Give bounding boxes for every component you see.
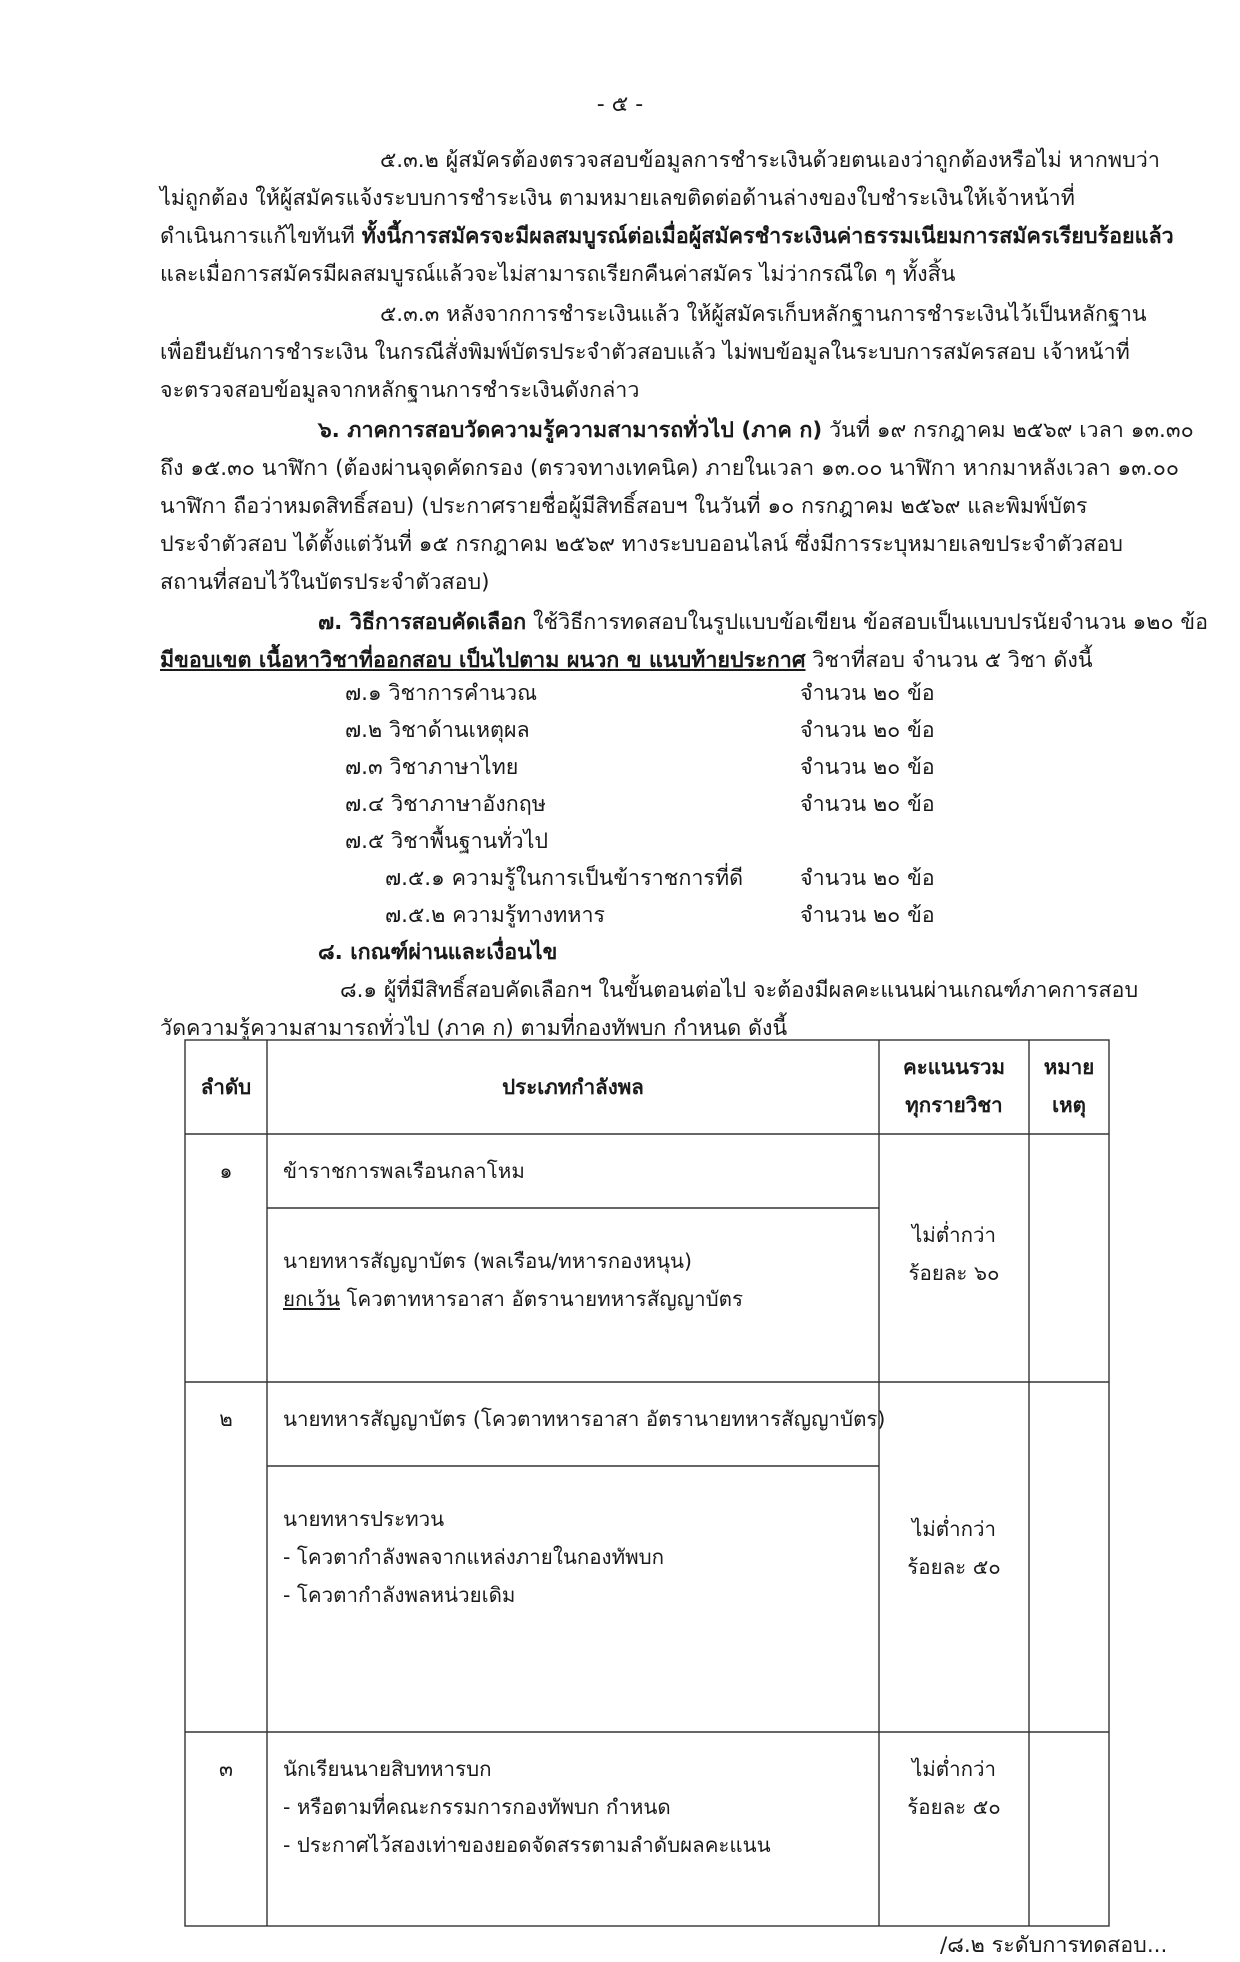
header-score: คะแนนรวม	[903, 1055, 1005, 1079]
subject-count: จำนวน ๒๐ ข้อ	[800, 866, 935, 891]
row-item: นักเรียนนายสิบทหารบก	[283, 1757, 492, 1781]
page-number: - ๕ -	[596, 92, 644, 117]
subject-label: ๗.๔ วิชาภาษาอังกฤษ	[345, 792, 546, 817]
para-81-line-2: วัดความรู้ความสามารถทั่วไป (ภาค ก) ตามที่กองทัพบก กำหนด ดังนี้	[160, 1016, 788, 1041]
row-order: ๑	[219, 1159, 233, 1183]
para-7-tail: วิชาที่สอบ จำนวน ๕ วิชา ดังนี้	[805, 648, 1093, 673]
para-533-line-2: เพื่อยืนยันการชำระเงิน ในกรณีสั่งพิมพ์บัตรประจำตัวสอบแล้ว ไม่พบข้อมูลในระบบการสมัครสอบ เจ้าหน้าที่	[160, 340, 1130, 365]
header-type: ประเภทกำลังพล	[502, 1075, 644, 1099]
para-6-line-3: นาฬิกา ถือว่าหมดสิทธิ์สอบ) (ประกาศรายชื่อผู้มีสิทธิ์สอบฯ ในวันที่ ๑๐ กรกฎาคม ๒๕๖๙ และพิมพ์บัตร	[160, 494, 1088, 519]
header-score: ทุกรายวิชา	[905, 1093, 1003, 1117]
para-6-line-2: ถึง ๑๕.๓๐ นาฬิกา (ต้องผ่านจุดคัดกรอง (ตรวจทางเทคนิค) ภายในเวลา ๑๓.๐๐ นาฬิกา หากมาหลังเวลา ๑๓.๐๐	[160, 456, 1179, 481]
header-order: ลำดับ	[200, 1075, 252, 1099]
para-532-line-4: และเมื่อการสมัครมีผลสมบูรณ์แล้วจะไม่สามารถเรียกคืนค่าสมัคร ไม่ว่ากรณีใด ๆ ทั้งสิ้น	[160, 262, 956, 287]
criteria-table	[185, 1040, 1109, 1927]
row-item: นายทหารประทวน	[283, 1507, 445, 1531]
para-7-line-2	[160, 642, 1110, 679]
header-note: หมาย	[1043, 1055, 1095, 1079]
continuation-note: /๘.๒ ระดับการทดสอบ...	[940, 1933, 1168, 1958]
subject-label: ๗.๑ วิชาการคำนวณ	[345, 681, 538, 706]
para-6-line-5: สถานที่สอบไว้ในบัตรประจำตัวสอบ)	[160, 570, 490, 595]
subject-count: จำนวน ๒๐ ข้อ	[800, 903, 935, 928]
para-7-underlined: มีขอบเขต เนื้อหาวิชาที่ออกสอบ เป็นไปตาม ผนวก ข แนบท้ายประกาศ	[160, 648, 806, 673]
para-7-line-1	[318, 604, 1209, 641]
subject-label: ๗.๕.๑ ความรู้ในการเป็นข้าราชการที่ดี	[385, 866, 744, 891]
para-8-heading: ๘. เกณฑ์ผ่านและเงื่อนไข	[318, 940, 558, 965]
para-6-text: วันที่ ๑๙ กรกฎาคม ๒๕๖๙ เวลา ๑๓.๓๐	[822, 418, 1194, 443]
para-6-line-4: ประจำตัวสอบ ได้ตั้งแต่วันที่ ๑๕ กรกฎาคม ๒๕๖๙ ทางระบบออนไลน์ ซึ่งมีการระบุหมายเลขประจำตัวสอบ	[160, 532, 1123, 557]
subject-count: จำนวน ๒๐ ข้อ	[800, 755, 935, 780]
subject-label: ๗.๕.๒ ความรู้ทางทหาร	[385, 903, 606, 928]
row-order: ๓	[218, 1757, 233, 1781]
para-7-heading: ๗. วิธีการสอบคัดเลือก	[318, 610, 527, 635]
para-532-line-2: ไม่ถูกต้อง ให้ผู้สมัครแจ้งระบบการชำระเงิน ตามหมายเลขติดต่อด้านล่างของใบชำระเงินให้เจ้าหน้าที่	[160, 186, 1075, 211]
row-score: ไม่ต่ำกว่า	[911, 1757, 997, 1781]
para-532-line-3	[160, 218, 1174, 255]
exception-text: โควตาทหารอาสา อัตรานายทหารสัญญาบัตร	[339, 1287, 743, 1311]
row-score: ร้อยละ ๕๐	[907, 1795, 1001, 1819]
row-item: นายทหารสัญญาบัตร (พลเรือน/ทหารกองหนุน)	[283, 1249, 693, 1273]
subject-label: ๗.๒ วิชาด้านเหตุผล	[345, 718, 530, 743]
para-7-text: ใช้วิธีการทดสอบในรูปแบบข้อเขียน ข้อสอบเป็นแบบปรนัยจำนวน ๑๒๐ ข้อ	[526, 610, 1209, 635]
para-6-line-1	[318, 412, 1194, 449]
row-item: - ประกาศไว้สองเท่าของยอดจัดสรรตามลำดับผลคะแนน	[283, 1833, 771, 1857]
row-score: ร้อยละ ๕๐	[907, 1555, 1001, 1579]
row-score: ร้อยละ ๖๐	[908, 1261, 1000, 1285]
row-item: ข้าราชการพลเรือนกลาโหม	[283, 1159, 525, 1183]
para-81-line-1: ๘.๑ ผู้ที่มีสิทธิ์สอบคัดเลือกฯ ในขั้นตอนต่อไป จะต้องมีผลคะแนนผ่านเกณฑ์ภาคการสอบ	[340, 978, 1139, 1003]
row-item: - โควตากำลังพลหน่วยเดิม	[283, 1583, 516, 1607]
subject-count: จำนวน ๒๐ ข้อ	[800, 718, 935, 743]
subject-count: จำนวน ๒๐ ข้อ	[800, 792, 935, 817]
para-6-heading: ๖. ภาคการสอบวัดความรู้ความสามารถทั่วไป (ภาค ก)	[318, 418, 823, 443]
para-533-line-3: จะตรวจสอบข้อมูลจากหลักฐานการชำระเงินดังกล่าว	[160, 378, 640, 403]
para-532-bold: ทั้งนี้การสมัครจะมีผลสมบูรณ์ต่อเมื่อผู้สมัครชำระเงินค่าธรรมเนียมการสมัครเรียบร้อยแล้ว	[361, 224, 1174, 249]
row-item	[283, 1280, 743, 1318]
row-score: ไม่ต่ำกว่า	[911, 1517, 997, 1541]
row-item: นายทหารสัญญาบัตร (โควตาทหารอาสา อัตรานายทหารสัญญาบัตร)	[283, 1407, 886, 1431]
subject-label: ๗.๓ วิชาภาษาไทย	[345, 755, 519, 780]
para-532-text: ดำเนินการแก้ไขทันที	[160, 224, 362, 249]
row-item: - หรือตามที่คณะกรรมการกองทัพบก กำหนด	[283, 1795, 671, 1819]
para-532-line-1: ๕.๓.๒ ผู้สมัครต้องตรวจสอบข้อมูลการชำระเงินด้วยตนเองว่าถูกต้องหรือไม่ หากพบว่า	[380, 148, 1160, 173]
header-note: เหตุ	[1052, 1093, 1086, 1117]
row-item: - โควตากำลังพลจากแหล่งภายในกองทัพบก	[283, 1545, 665, 1569]
subject-label: ๗.๕ วิชาพื้นฐานทั่วไป	[345, 829, 549, 854]
row-order: ๒	[219, 1407, 233, 1431]
row-score: ไม่ต่ำกว่า	[911, 1223, 997, 1247]
subject-count: จำนวน ๒๐ ข้อ	[800, 681, 935, 706]
para-533-line-1: ๕.๓.๓ หลังจากการชำระเงินแล้ว ให้ผู้สมัครเก็บหลักฐานการชำระเงินไว้เป็นหลักฐาน	[380, 302, 1147, 327]
exception-label: ยกเว้น	[283, 1287, 340, 1311]
